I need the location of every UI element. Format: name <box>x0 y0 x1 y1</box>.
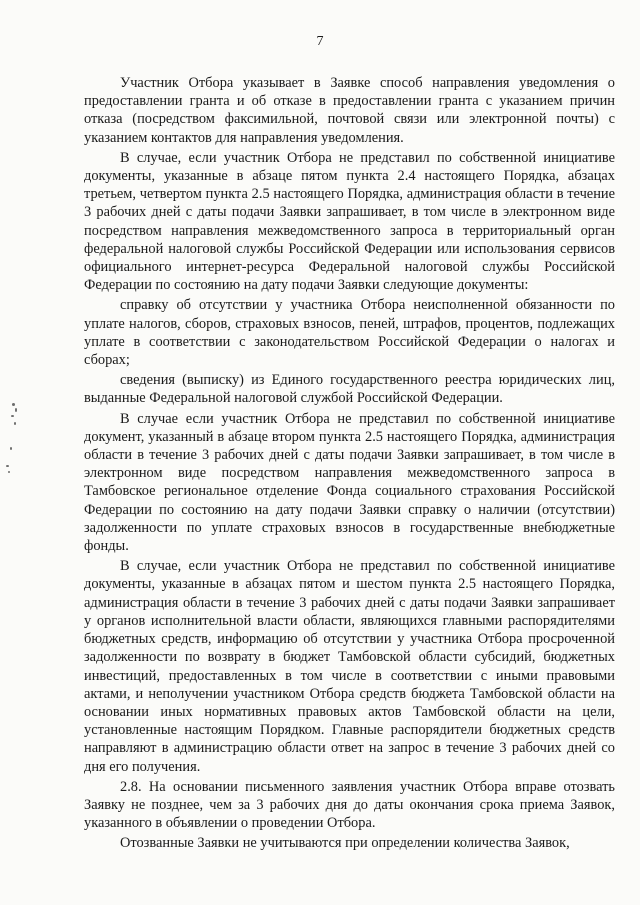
body-text <box>84 74 615 855</box>
paragraph-withdraw-application: 2.8. На основании письменного заявления участник Отбора вправе отозвать Заявку не позднее, чем за 3 рабочих дня до даты окончания срока приема Заявок, указанного в объявлении о проведении Отбора. <box>84 778 615 832</box>
page-number: 7 <box>316 34 324 49</box>
paragraph-notification-method: Участник Отбора указывает в Заявке способ направления уведомления о предоставлении гранта и об отказе в предоставлении гранта с указанием причин отказа (посредством факсимильной, почтовой связи или электронной почты) с указанием контактов для направления уведомления. <box>84 75 615 146</box>
paragraph-tax-documents-request: В случае, если участник Отбора не представил по собственной инициативе документы, указанные в абзаце пятом пункта 2.4 настоящего Порядка, абзацах третьем, четвертом пункта 2.5 настоящего Порядка, администрация области в течение 3 рабочих дней с даты подачи Заявки запрашивает, в том числе в электронном виде посредством направления межведомственного запроса в территориальный орган федеральной налоговой службы Российской Федерации или использования сервисов официального интернет-ресурса Федеральной налоговой службы Российской Федерации по состоянию на дату подачи Заявки следующие документы: <box>84 149 615 294</box>
list-item-registry-extract: сведения (выписку) из Единого государственного реестра юридических лиц, выданные Федеральной налоговой службой Российской Федерации. <box>84 372 615 407</box>
paragraph-budget-debt-info: В случае, если участник Отбора не представил по собственной инициативе документы, указанные в абзацах пятом и шестом пункта 2.5 настоящего Порядка, администрация области в течение 3 рабочих дней с даты подачи Заявки запрашивает у органов исполнительной власти области, являющихся главными распорядителями бюджетных средств, информацию об отсутствии у участника Отбора просроченной задолженности по возврату в бюджет Тамбовской области субсидий, бюджетных инвестиций, предоставленных в том числе в соответствии с иными правовыми актами, и неполучении участником Отбора средств бюджета Тамбовской области на основании иных нормативных правовых актов Тамбовской области на цели, установленные настоящим Порядком. Главные распорядители бюджетных средств направляют в администрацию области ответ на запрос в течение 3 рабочих дней со дня его получения. <box>84 558 615 775</box>
paragraph-withdrawn-applications: Отозванные Заявки не учитываются при определении количества Заявок, <box>120 835 570 852</box>
paragraph-insurance-certificate: В случае если участник Отбора не представил по собственной инициативе документ, указанный в абзаце втором пункта 2.5 настоящего Порядка, администрация области в течение 3 рабочих дней с даты подачи Заявки запрашивает, в том числе в электронном виде посредством направления межведомственного запроса в Тамбовское региональное отделение Фонда социального страхования Российской Федерации по состоянию на дату подачи Заявки справку о наличии (отсутствии) задолженности по уплате страховых взносов в государственные внебюджетные фонды. <box>84 410 615 555</box>
margin-specks <box>2 395 26 485</box>
list-item-tax-certificate: справку об отсутствии у участника Отбора неисполненной обязанности по уплате налогов, сборов, страховых взносов, пеней, штрафов, процентов, подлежащих уплате в соответствии с законодательством Российской Федерации о налогах и сборах; <box>84 297 615 369</box>
